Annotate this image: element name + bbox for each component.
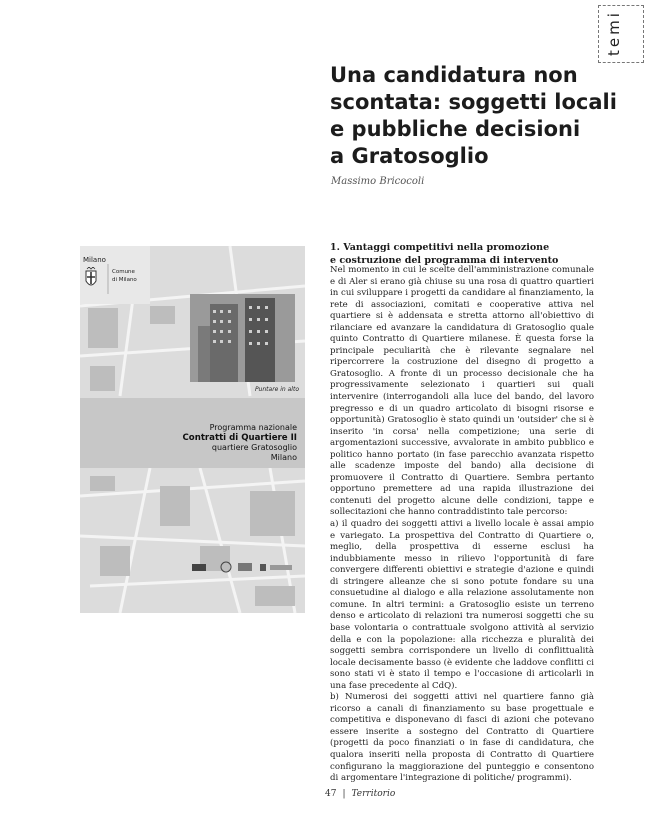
- section-heading: [330, 241, 600, 267]
- cover-programme-title: Contratti di Quartiere II: [182, 433, 297, 443]
- cover-title-block: [147, 423, 297, 463]
- sponsor-logos: [190, 561, 300, 573]
- paragraph: Nel momento in cui le scelte dell'amministrazione comunale e di Aler si erano già chiuse su una rosa di quattro quartieri in cui sviluppare i progetti da candidare al finanziamento, la rete di associazioni, comitati e cooperative attiva nel quartiere si è addensata e stretta attorno all'obiettivo di rilanciare ed avanzare la candidatura di Gratosoglio quale quinto Contratto di Quartiere milanese. È questa forse la principale peculiarità che è rilevante segnalare nel ripercorrere la costruzione del disegno di progetto a Gratosoglio. A fronte di un processo decisionale che ha progressivamente selezionato i quartieri sui quali intervenire (interrogandoli alla luce del bando, del lavoro pregresso e di un quadro articolato di bisogni risorse e opportunità) Gratosoglio è stato quindi un 'outsider' che si è inserito 'in corsa' nella competizione; una serie di argomentazioni successive, avvalorate in ambito pubblico e politico hanno portato (in fase parecchio avanzata rispetto alle scadenze imposte del bando) alla decisione di promuovere il Contratto di Quartiere. Sembra pertanto opportuno premettere ad una rapida illustrazione dei contenuti del progetto alcune delle condizioni, tappe e sollecitazioni che hanno contraddistinto tale percorso:: [330, 265, 594, 518]
- paragraph: b) Numerosi dei soggetti attivi nel quartiere fanno già ricorso a canali di finanziamento su base progettuale e competitiva e disponevano di fasci di azioni che potevano essere inserite a sostegno del Contratto di Quartiere (progetti da poco finanziati o in fase di candidatura, che qualora inseriti nella proposta di Contratto di Quartiere configurano la maggiorazione del punteggio e consentono di argomentare l'integrazione di politiche/ programmi).: [330, 692, 594, 784]
- cover-city: Milano: [83, 256, 106, 264]
- comune-line: Comune: [112, 269, 135, 275]
- cover-programme: Programma nazionale: [209, 423, 297, 432]
- section-tab-label: temi: [605, 10, 623, 56]
- section-tab: [598, 5, 644, 63]
- cover-tagline: Puntare in alto: [254, 386, 299, 393]
- page-footer: [325, 789, 395, 799]
- page-number: 47: [325, 789, 337, 799]
- title-line: a Gratosoglio: [330, 144, 489, 168]
- paragraph: a) il quadro dei soggetti attivi a livello locale è assai ampio e variegato. La prospettiva del Contratto di Quartiere o, meglio, della prospettiva di esserne esclusi ha indubbiamente messo in rilievo l'opportunità di fare convergere differenti obiettivi e strategie d'azione e quindi di stringere alleanze che si sono potute fondare su una consuetudine al dialogo e alla relazione assolutamente non comune. In altri termini: a Gratosoglio esiste un terreno denso e articolato di relazioni tra numerosi soggetti che su base volontaria o contrattuale svolgono attività al servizio della e con la popolazione: alla ricchezza e pluralità dei soggetti sembra corrispondere un livello di conflittualità locale decisamente basso (è evidente che laddove conflitti ci sono stati vi è stato il tempo e l'occasione di articolarli in una fase precedente al CdQ).: [330, 519, 594, 691]
- brochure-cover-image: [80, 246, 305, 613]
- magazine-name: Territorio: [351, 789, 396, 799]
- article-body: [330, 265, 594, 785]
- building-photo: [190, 294, 295, 382]
- title-line: Una candidatura non: [330, 63, 578, 87]
- heading-line: e costruzione del programma di intervento: [330, 255, 559, 266]
- article-title: [330, 62, 620, 170]
- cover-city-bottom: Milano: [270, 453, 297, 462]
- title-line: scontata: soggetti locali: [330, 90, 617, 114]
- comune-line: di Milano: [112, 277, 137, 283]
- author-name: Massimo Bricocoli: [331, 176, 425, 187]
- footer-separator: |: [342, 789, 346, 799]
- coat-of-arms-icon: [83, 267, 99, 291]
- cover-district: quartiere Gratosoglio: [211, 443, 297, 452]
- cover-comune: [112, 268, 142, 284]
- heading-line: 1. Vantaggi competitivi nella promozione: [330, 242, 550, 253]
- title-line: e pubbliche decisioni: [330, 117, 581, 141]
